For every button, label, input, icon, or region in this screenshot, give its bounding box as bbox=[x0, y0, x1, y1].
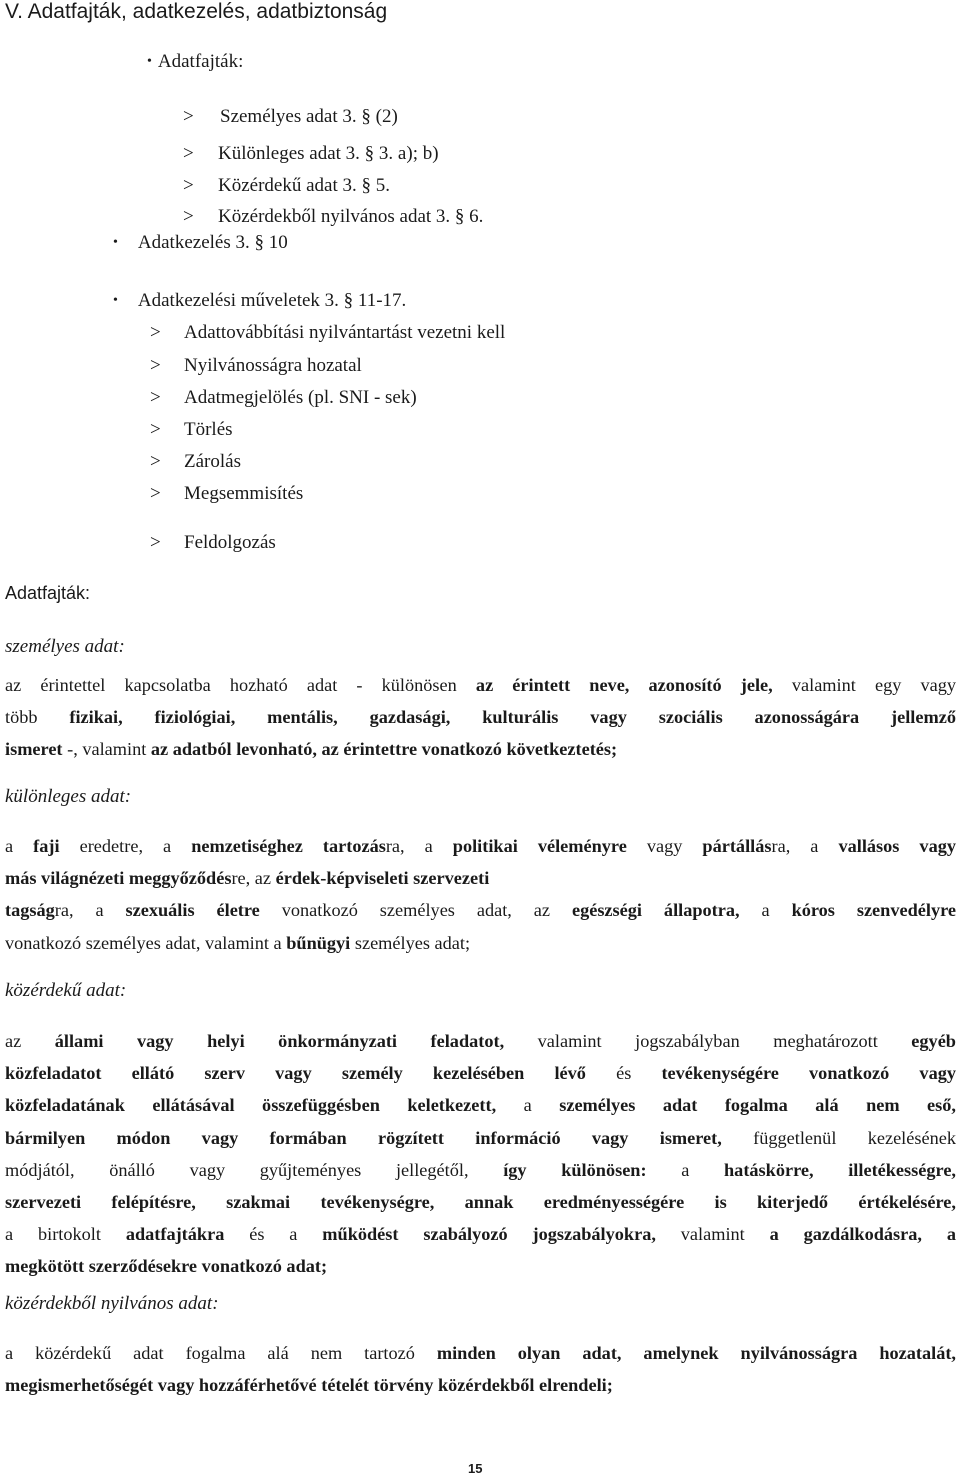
outline-bullet-operations bbox=[113, 290, 406, 314]
text: és a bbox=[224, 1224, 323, 1245]
text: az bbox=[5, 1031, 55, 1051]
paragraph-line bbox=[5, 830, 956, 862]
data-type-item bbox=[183, 106, 398, 128]
bold-text: ismeret bbox=[5, 739, 63, 760]
gt-icon: > bbox=[183, 206, 194, 227]
text: a birtokolt bbox=[5, 1224, 126, 1245]
text: a bbox=[739, 900, 792, 921]
outline-bullet-data-types bbox=[147, 51, 243, 75]
gt-icon: > bbox=[150, 387, 161, 408]
text: vagy bbox=[626, 836, 703, 856]
paragraph-line bbox=[5, 1057, 956, 1089]
bold-text: fizikai, fiziológiai, mentális, gazdasági, kulturális vagy szociális azonosságára jellemző bbox=[69, 707, 956, 728]
paragraph-line bbox=[5, 701, 956, 733]
paragraph-line bbox=[5, 1218, 956, 1250]
bold-text: működést szabályozó jogszabályokra, bbox=[322, 1224, 656, 1245]
paragraph-line bbox=[5, 1337, 956, 1369]
operation-label: Törlés bbox=[184, 419, 233, 440]
bullet-icon: • bbox=[113, 235, 118, 250]
operation-item bbox=[150, 483, 303, 505]
definition-public-from-interest bbox=[5, 1337, 956, 1401]
bold-text: más világnézeti meggyőződés bbox=[5, 868, 232, 889]
operation-label: Zárolás bbox=[184, 451, 241, 472]
paragraph-line bbox=[5, 1369, 956, 1401]
operation-item bbox=[150, 451, 241, 473]
bold-text: bármilyen módon vagy formában rögzített információ vagy ismeret, bbox=[5, 1127, 722, 1148]
text: -, valamint bbox=[62, 739, 151, 760]
text: módjától, önálló vagy gyűjteményes jellegétől, bbox=[5, 1159, 504, 1180]
section-label: Adatfajták: bbox=[5, 583, 91, 603]
bold-text: bűnügyi bbox=[286, 932, 351, 953]
paragraph-line bbox=[5, 894, 956, 926]
bold-text: politikai véleményre bbox=[452, 836, 627, 856]
text: vonatkozó személyes adat, az bbox=[259, 900, 572, 921]
operation-label: Feldolgozás bbox=[184, 532, 276, 553]
bold-text: közfeladatának ellátásával összefüggésben keletkezett, bbox=[5, 1095, 497, 1116]
definition-heading-public-from-interest: közérdekből nyilvános adat: bbox=[5, 1293, 219, 1314]
text: valamint jogszabályban meghatározott bbox=[504, 1031, 912, 1051]
text: személyes adat; bbox=[350, 932, 471, 953]
paragraph-line bbox=[5, 669, 956, 701]
data-type-label: Személyes adat 3. § (2) bbox=[220, 106, 398, 127]
gt-icon: > bbox=[150, 451, 161, 472]
bullet-icon: • bbox=[147, 54, 152, 69]
data-type-item bbox=[183, 206, 483, 228]
data-type-item bbox=[183, 175, 390, 197]
text: ra, a bbox=[385, 836, 453, 856]
outline-bullet-data-processing bbox=[113, 232, 288, 256]
operation-item bbox=[150, 532, 276, 554]
paragraph-line bbox=[5, 1089, 956, 1121]
operation-label: Megsemmisítés bbox=[184, 483, 304, 504]
text: a bbox=[5, 836, 34, 856]
operation-label: Adattovábbítási nyilvántartást vezetni kell bbox=[184, 322, 506, 343]
operation-label: Adatmegjelölés (pl. SNI - sek) bbox=[184, 387, 417, 408]
text: ra, a bbox=[771, 836, 839, 856]
text: ra, a bbox=[54, 900, 126, 921]
bold-text: nemzetiséghez tartozás bbox=[191, 836, 386, 856]
text: valamint egy vagy bbox=[772, 675, 956, 695]
bold-text: tevékenységére vonatkozó vagy bbox=[661, 1063, 956, 1084]
outline-bullet-label: Adatkezelési műveletek 3. § 11-17. bbox=[137, 290, 407, 311]
bold-text: állami vagy helyi önkormányzati feladatot, bbox=[54, 1031, 505, 1051]
text: re, az bbox=[231, 868, 276, 889]
paragraph-line bbox=[5, 862, 956, 894]
paragraph-line bbox=[5, 733, 956, 765]
bold-text: pártállás bbox=[702, 836, 772, 856]
bold-text: szervezeti felépítésre, szakmai tevékenységre, annak eredményességére is kiterjedő értékelésére, bbox=[5, 1191, 956, 1212]
operation-item bbox=[150, 419, 233, 441]
text: az érintettel kapcsolatba hozható adat - különösen bbox=[5, 675, 476, 695]
page-number: 15 bbox=[468, 1461, 483, 1476]
text: valamint bbox=[655, 1224, 770, 1245]
paragraph-line bbox=[5, 1250, 956, 1282]
text: a bbox=[496, 1095, 560, 1116]
data-type-item bbox=[183, 143, 439, 165]
gt-icon: > bbox=[150, 483, 161, 504]
definition-personal bbox=[5, 669, 956, 766]
bold-text: megkötött szerződésekre vonatkozó adat; bbox=[5, 1256, 328, 1277]
text: függetlenül kezelésének bbox=[721, 1127, 956, 1148]
bold-text: az adatból levonható, az érintettre vonatkozó következtetés; bbox=[150, 739, 618, 760]
gt-icon: > bbox=[150, 419, 161, 440]
bold-text: kóros szenvedélyre bbox=[791, 900, 956, 921]
outline-bullet-label: Adatfajták: bbox=[157, 51, 244, 72]
bold-text: így különösen: bbox=[503, 1159, 647, 1180]
bold-text: vallásos vagy bbox=[838, 836, 956, 856]
paragraph-line bbox=[5, 1025, 956, 1057]
bold-text: a gazdálkodásra, a bbox=[769, 1224, 956, 1245]
data-type-label: Közérdekből nyilvános adat 3. § 6. bbox=[218, 206, 484, 227]
text: eredetre, a bbox=[59, 836, 192, 856]
bold-text: közfeladatot ellátó szerv vagy személy kezelésében lévő bbox=[5, 1063, 586, 1084]
outline-bullet-label: Adatkezelés 3. § 10 bbox=[137, 232, 288, 253]
paragraph-line bbox=[5, 927, 956, 959]
definition-special bbox=[5, 830, 956, 959]
bold-text: megismerhetőségét vagy hozzáférhetővé tételét törvény közérdekből elrendeli; bbox=[5, 1375, 613, 1396]
page-title: V. Adatfajták, adatkezelés, adatbiztonság bbox=[5, 0, 388, 23]
gt-icon: > bbox=[183, 106, 194, 127]
operation-label: Nyilvánosságra hozatal bbox=[184, 355, 362, 376]
gt-icon: > bbox=[183, 143, 194, 164]
bold-text: minden olyan adat, amelynek nyilvánosságra hozatalát, bbox=[436, 1343, 956, 1363]
bold-text: egyéb bbox=[911, 1031, 956, 1051]
text: és bbox=[585, 1063, 662, 1084]
definition-heading-personal: személyes adat: bbox=[5, 636, 125, 657]
operation-item bbox=[150, 387, 417, 409]
data-type-label: Különleges adat 3. § 3. a); b) bbox=[218, 143, 439, 164]
bullet-icon: • bbox=[113, 293, 118, 308]
gt-icon: > bbox=[150, 322, 161, 343]
gt-icon: > bbox=[150, 355, 161, 376]
bold-text: egészségi állapotra, bbox=[571, 900, 740, 921]
bold-text: személyes adat fogalma alá nem eső, bbox=[559, 1095, 956, 1116]
bold-text: szexuális életre bbox=[125, 900, 260, 921]
bold-text: hatáskörre, illetékességre, bbox=[724, 1159, 956, 1180]
data-type-label: Közérdekű adat 3. § 5. bbox=[218, 175, 390, 196]
bold-text: tagság bbox=[5, 900, 55, 921]
paragraph-line bbox=[5, 1154, 956, 1186]
operation-item bbox=[150, 322, 505, 344]
bold-text: adatfajtákra bbox=[125, 1224, 225, 1245]
definition-heading-public-interest: közérdekű adat: bbox=[5, 980, 127, 1001]
text: a közérdekű adat fogalma alá nem tartozó bbox=[5, 1343, 437, 1363]
operation-item bbox=[150, 355, 362, 377]
text: vonatkozó személyes adat, valamint a bbox=[5, 932, 287, 953]
bold-text: érdek-képviseleti szervezeti bbox=[275, 868, 490, 889]
text: több bbox=[5, 707, 70, 728]
text: a bbox=[646, 1159, 725, 1180]
definition-public-interest bbox=[5, 1025, 956, 1283]
paragraph-line bbox=[5, 1186, 956, 1218]
gt-icon: > bbox=[150, 532, 161, 553]
paragraph-line bbox=[5, 1122, 956, 1154]
bold-text: faji bbox=[33, 836, 60, 856]
definition-heading-special: különleges adat: bbox=[5, 786, 132, 807]
gt-icon: > bbox=[183, 175, 194, 196]
bold-text: az érintett neve, azonosító jele, bbox=[475, 675, 773, 695]
